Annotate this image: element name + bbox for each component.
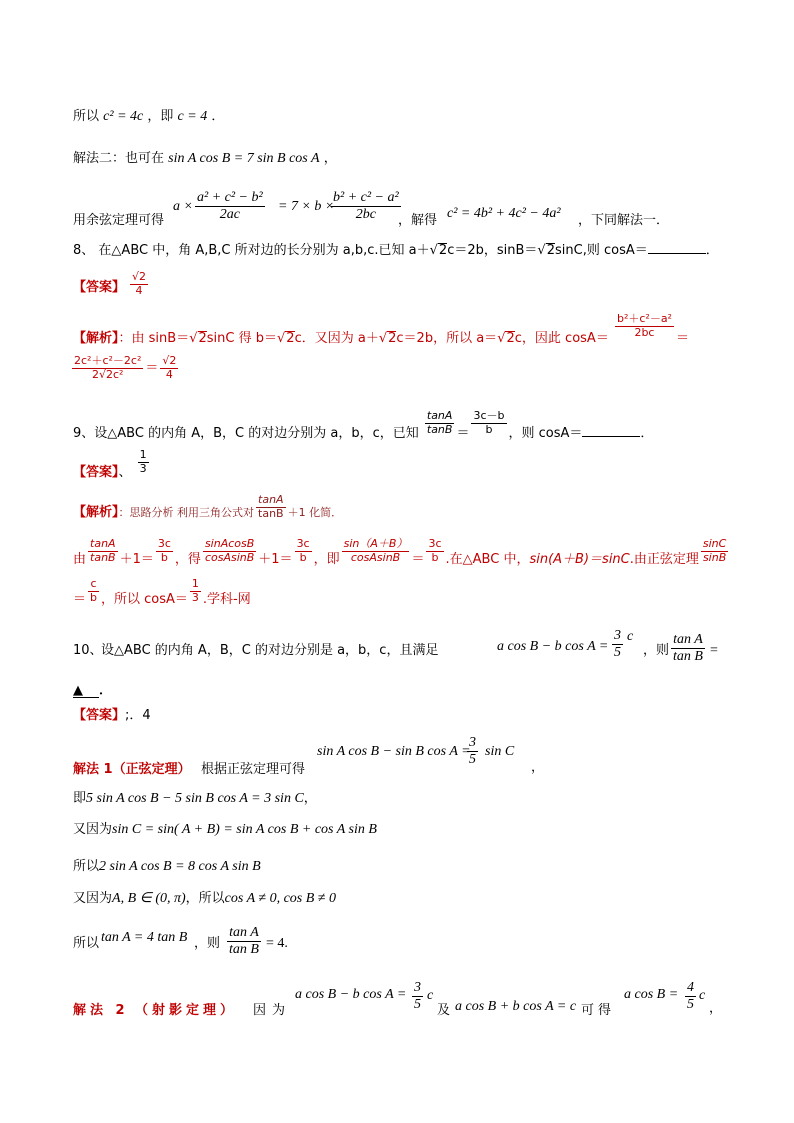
fraction <box>331 190 401 223</box>
equation: 5 sin A cos B − 5 sin B cos A = 3 sin C <box>86 791 304 806</box>
text: ，则 cosA＝ <box>508 425 583 441</box>
fraction <box>160 355 178 381</box>
equals: ＝ <box>73 591 87 607</box>
text: 由 <box>73 551 87 567</box>
equals: = <box>710 643 718 658</box>
text: ，则 <box>194 936 221 951</box>
fraction <box>156 538 173 564</box>
numerator: sin（A＋B） <box>343 537 408 550</box>
numerator: 1 <box>139 448 147 461</box>
text: c＝2b，sinB＝ <box>447 243 538 258</box>
fraction <box>342 538 410 564</box>
text: ，得 <box>174 551 201 567</box>
method-sub: （射影定理） <box>135 1003 238 1018</box>
equation-part: c <box>427 988 434 1003</box>
text: ，所以 <box>185 891 225 906</box>
numerator: tanA <box>88 538 118 552</box>
denominator: b <box>299 550 307 564</box>
fraction <box>295 538 312 564</box>
q10-answer <box>73 709 151 722</box>
numerator: 3 <box>467 735 478 752</box>
denominator: 2bc <box>634 325 655 339</box>
denominator: 2√2c² <box>91 367 124 381</box>
text: 因为 <box>253 1003 292 1018</box>
fraction <box>72 355 143 381</box>
numerator: 3c <box>157 537 171 550</box>
q8-analysis-cont <box>70 355 180 381</box>
numerator: 3c <box>428 537 442 550</box>
numerator: tan A <box>227 925 261 942</box>
denominator: b <box>160 550 168 564</box>
denominator: 5 <box>687 997 694 1013</box>
answer-fraction <box>130 271 148 297</box>
denominator: sinB <box>702 550 727 564</box>
line-conclusion <box>73 110 224 124</box>
equals: ＝ <box>675 330 689 346</box>
text: ， <box>323 151 337 166</box>
sqrt: √2 <box>537 243 555 258</box>
equation: 2 sin A cos B = 8 cos A sin B <box>99 859 261 874</box>
sqrt: √2 <box>497 330 515 346</box>
equation: cos A ≠ 0, cos B ≠ 0 <box>224 891 336 906</box>
denominator: tan B <box>673 649 703 665</box>
sqrt: √2 <box>189 330 207 346</box>
denominator: 4 <box>135 283 143 297</box>
numerator: tanA <box>425 410 455 424</box>
equation: c = 4 <box>177 109 208 124</box>
numerator: √2 <box>162 354 177 367</box>
text: ， <box>709 1001 723 1016</box>
q9-answer <box>73 448 151 480</box>
answer-value: ;．4 <box>125 708 151 723</box>
q9-analysis-l2 <box>73 537 730 567</box>
denominator: tan B <box>229 942 259 958</box>
answer-label: 【答案】 <box>73 708 126 723</box>
blank-marker[interactable]: ▲ <box>73 684 99 698</box>
text: ，下同解法一． <box>578 213 670 228</box>
numerator: 3c <box>296 537 310 550</box>
numerator: b²＋c²－a² <box>616 312 672 325</box>
method-label: 解法 1（正弦定理） <box>73 762 191 777</box>
numerator: tan A <box>671 632 705 649</box>
text: sinC 得 b＝ <box>206 330 277 346</box>
q9-analysis <box>73 494 342 520</box>
text: 所以 <box>73 859 100 874</box>
denominator: cosAsinB <box>204 550 255 564</box>
text: 设△ABC 的内角 A，B，C 的对边分别是 a，b，c，且满足 <box>101 643 439 658</box>
fraction <box>701 538 728 564</box>
answer-label: 【答案】 <box>73 280 126 295</box>
equals: ＝ <box>411 551 425 567</box>
text: ＋1＝ <box>119 551 154 567</box>
text: ， <box>531 760 545 775</box>
answer-label: 【答案】 <box>73 464 119 480</box>
method-label: 解法 2 <box>73 1003 129 1018</box>
text: ＋1 化简． <box>287 506 343 520</box>
equals: ＝ <box>145 360 159 376</box>
question-9 <box>73 409 654 441</box>
denominator: tanB <box>426 422 453 436</box>
equals: ＝ <box>456 425 470 441</box>
answer-blank[interactable] <box>648 253 706 254</box>
q10-step5 <box>73 925 473 965</box>
line-cosine-law <box>73 190 670 228</box>
q10-blank <box>73 684 112 698</box>
numerator: c <box>88 578 99 592</box>
fraction <box>426 538 443 564</box>
numerator: 1 <box>191 577 199 590</box>
equation-part: = 7 × b × <box>278 199 335 214</box>
equation: a cos B + b cos A = c <box>455 999 577 1014</box>
fraction <box>615 313 674 339</box>
fraction <box>612 628 623 661</box>
denominator: 5 <box>614 645 621 661</box>
equation: A, B ∈ (0, π) <box>112 891 186 906</box>
q8-answer <box>73 270 147 297</box>
analysis-label: 【解析】 <box>73 330 119 346</box>
q10-step2 <box>73 823 377 837</box>
text: ， <box>303 791 317 806</box>
equation: a cos B − b cos A = <box>497 639 609 654</box>
text: 所以 <box>73 936 100 951</box>
text: 用余弦定理可得 <box>73 213 165 228</box>
text: ，即 <box>147 109 174 124</box>
equation-part: c <box>627 629 634 644</box>
question-number: 9、 <box>73 425 95 441</box>
text: c＝2b，所以 a＝ <box>396 330 498 346</box>
denominator: cosAsinB <box>350 550 401 564</box>
q10-method2 <box>73 980 733 1030</box>
text: ，所以 cosA＝ <box>101 591 188 607</box>
fraction <box>195 190 265 223</box>
equation-part: a × <box>173 199 193 214</box>
sqrt: √2 <box>378 330 397 346</box>
numerator: 3c－b <box>473 409 505 422</box>
text: 又因为 <box>73 891 113 906</box>
text: .由正弦定理 <box>629 551 699 567</box>
q10-step3 <box>73 860 261 874</box>
text: 即 <box>73 791 87 806</box>
answer-blank[interactable] <box>582 436 640 437</box>
fraction <box>227 925 261 958</box>
denominator: 2ac <box>219 207 240 223</box>
fraction <box>412 980 423 1013</box>
equation: sin A cos B − sin B cos A = <box>317 744 471 759</box>
text: ． <box>705 243 719 258</box>
text: ，即 <box>313 551 340 567</box>
denominator: 3 <box>191 590 199 604</box>
text: ，则 <box>643 643 670 658</box>
q10-step1 <box>73 792 317 806</box>
text: ：由 sinB＝ <box>118 330 190 346</box>
sqrt: √2 <box>429 243 448 258</box>
denominator: b <box>90 590 97 604</box>
equation: sin C = sin( A + B) = sin A cos B + cos A sin B <box>112 822 377 837</box>
q8-analysis <box>73 312 689 346</box>
text: 可得 <box>581 1003 616 1018</box>
equation: sin(A＋B)＝sinC <box>529 551 630 567</box>
fraction <box>88 538 118 564</box>
equation: c² = 4b² + 4c² − 4a² <box>447 206 561 221</box>
denominator: 5 <box>414 997 421 1013</box>
text: c，因此 cosA＝ <box>514 330 609 346</box>
text: sinC,则 cosA＝ <box>555 243 648 258</box>
denominator: tanB <box>90 550 116 564</box>
denominator: 5 <box>469 752 476 768</box>
equation-part: c <box>699 988 706 1003</box>
denominator: tanB <box>258 506 284 520</box>
question-8 <box>73 243 719 257</box>
text: 解法二：也可在 <box>73 151 165 166</box>
text: 、 <box>118 464 132 480</box>
fraction <box>471 410 506 436</box>
question-number: 8、 <box>73 243 95 258</box>
numerator: sinC <box>702 537 727 550</box>
numerator: sinAcosB <box>204 537 255 550</box>
answer-fraction <box>138 449 149 475</box>
denominator: 4 <box>165 367 173 381</box>
text: 根据正弦定理可得 <box>201 762 306 777</box>
analysis-label: 【解析】 <box>73 505 119 521</box>
fraction <box>203 538 256 564</box>
question-number: 10、 <box>73 643 103 658</box>
q10-method1 <box>73 735 733 785</box>
numerator: 3 <box>612 628 623 645</box>
text: 又因为 <box>73 822 113 837</box>
text: ． <box>99 683 113 698</box>
denominator: 2bc <box>355 207 376 223</box>
text: ＋1＝ <box>258 551 293 567</box>
equation-part: = 4. <box>266 936 288 951</box>
text: c．又因为 a＋ <box>294 330 379 346</box>
fraction <box>88 578 99 604</box>
numerator: tanA <box>256 494 286 508</box>
text: ：思路分析 利用三角公式对 <box>118 506 255 520</box>
text: 及 <box>437 1003 451 1018</box>
equation: sin A cos B = 7 sin B cos A <box>168 151 320 166</box>
q10-step4 <box>73 892 336 906</box>
denominator: b <box>431 550 439 564</box>
equation: a cos B = <box>624 987 679 1002</box>
denominator: 3 <box>139 461 147 475</box>
fraction <box>467 735 478 768</box>
equation-part: sin C <box>485 744 515 759</box>
question-10 <box>73 628 733 678</box>
equation: tan A = 4 tan B <box>101 930 188 945</box>
equation: a cos B − b cos A = <box>295 987 407 1002</box>
text: .学科-网 <box>202 591 251 607</box>
fraction <box>190 578 201 604</box>
numerator: √2 <box>132 270 147 283</box>
fraction <box>425 410 455 436</box>
q9-analysis-l3 <box>73 577 251 607</box>
equation: c² = 4c <box>103 109 144 124</box>
text: 在△ABC 中，角 A,B,C 所对边的长分别为 a,b,c.已知 a＋ <box>98 243 430 258</box>
text: ． <box>640 425 654 441</box>
numerator: 4 <box>685 980 696 997</box>
fraction <box>256 494 286 520</box>
line-method2 <box>73 152 337 166</box>
text: .在△ABC 中， <box>445 551 530 567</box>
text: ． <box>211 109 225 124</box>
numerator: 3 <box>412 980 423 997</box>
fraction <box>685 980 696 1013</box>
numerator: a² + c² − b² <box>195 190 265 207</box>
denominator: b <box>485 422 493 436</box>
numerator: 2c²＋c²－2c² <box>74 354 142 367</box>
numerator: b² + c² − a² <box>331 190 401 207</box>
text: 设△ABC 的内角 A，B，C 的对边分别为 a，b，c，已知 <box>94 425 419 441</box>
fraction <box>671 632 705 665</box>
text: 所以 <box>73 109 100 124</box>
sqrt: √2 <box>277 330 295 346</box>
text: ，解得 <box>398 213 438 228</box>
